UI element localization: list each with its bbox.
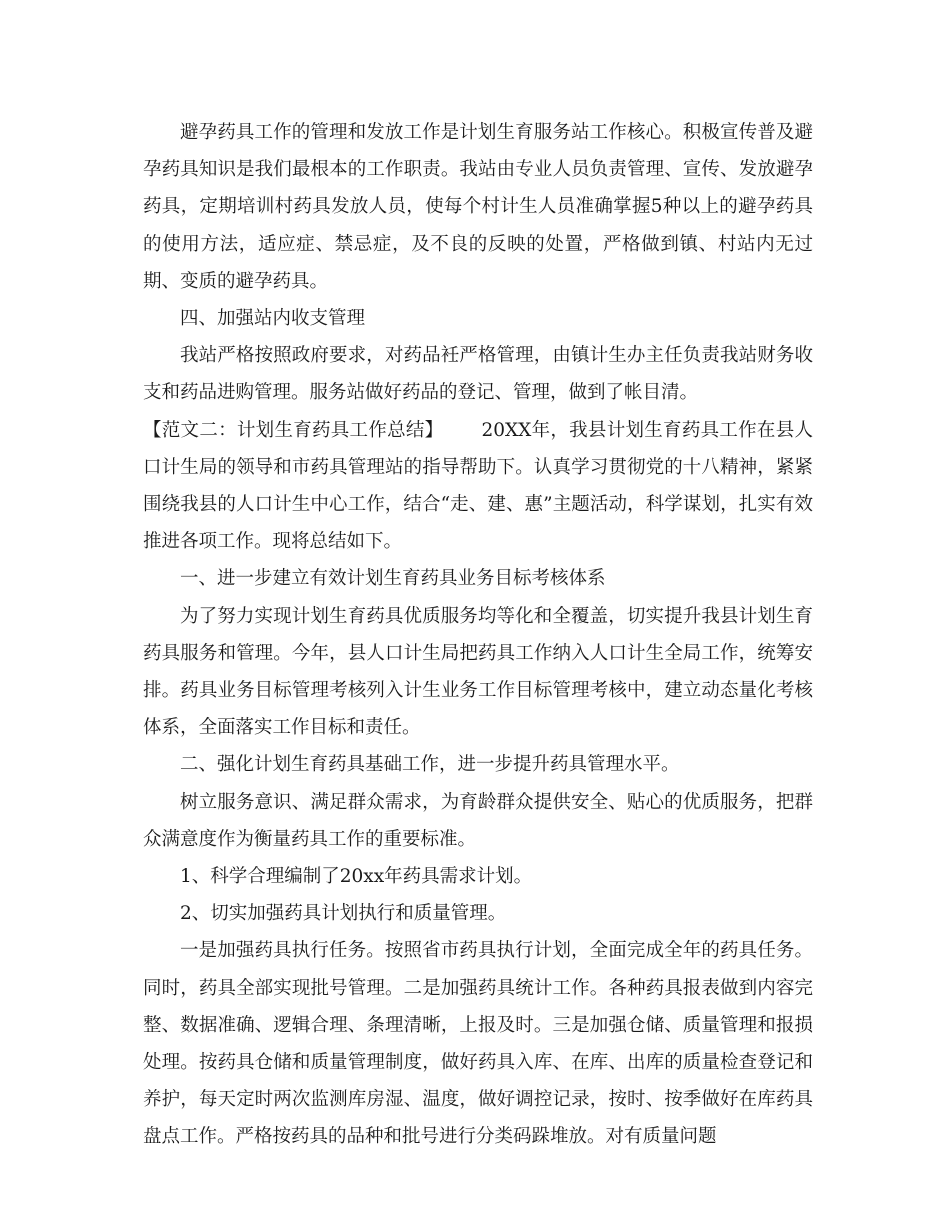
list-item: 1、科学合理编制了20xx年药具需求计划。 [180, 866, 533, 888]
section-heading: 四、加强站内收支管理 [180, 308, 366, 330]
document-body [143, 114, 813, 1156]
paragraph: 树立服务意识、满足群众需求，为育龄群众提供安全、贴心的优质服务，把群众满意度作为衡量药具工作的重要标准。 [143, 791, 813, 850]
sample-title: 【范文二：计划生育药具工作总结】 [143, 419, 444, 441]
sample-two-paragraph [143, 412, 813, 561]
sample-intro-text: 20XX年，我县计划生育药具工作在县人口计生局的领导和市药具管理站的指导帮助下。认真学习贯彻党的十八精神，紧紧围绕我县的人口计生中心工作，结合“走、建、惠”主题活动，科学谋划，扎实有效推进各项工作。现将总结如下。 [143, 419, 813, 553]
section-heading: 一、进一步建立有效计划生育药具业务目标考核体系 [180, 568, 606, 590]
paragraph: 为了努力实现计划生育药具优质服务均等化和全覆盖，切实提升我县计划生育药具服务和管理。今年，县人口计生局把药具工作纳入人口计生全局工作，统筹安排。药具业务目标管理考核列入计生业务工作目标管理考核中，建立动态量化考核体系，全面落实工作目标和责任。 [143, 605, 813, 739]
list-item: 2、切实加强药具计划执行和质量管理。 [180, 903, 507, 925]
paragraph: 我站严格按照政府要求，对药品衽严格管理，由镇计生办主任负责我站财务收支和药品进购管理。服务站做好药品的登记、管理，做到了帐目清。 [143, 345, 813, 404]
paragraph: 一是加强药具执行任务。按照省市药具执行计划，全面完成全年的药具任务。同时，药具全部实现批号管理。二是加强药具统计工作。各种药具报表做到内容完整、数据准确、逻辑合理、条理清晰，上报及时。三是加强仓储、质量管理和报损处理。按药具仓储和质量管理制度，做好药具入库、在库、出库的质量检查登记和养护，每天定时两次监测库房湿、温度，做好调控记录，按时、按季做好在库药具盘点工作。严格按药具的品种和批号进行分类码跺堆放。对有质量问题 [143, 940, 813, 1148]
section-heading: 二、强化计划生育药具基础工作，进一步提升药具管理水平。 [180, 754, 680, 776]
paragraph: 避孕药具工作的管理和发放工作是计划生育服务站工作核心。积极宣传普及避孕药具知识是我们最根本的工作职责。我站由专业人员负责管理、宣传、发放避孕药具，定期培训村药具发放人员，使每个村计生人员准确掌握5种以上的避孕药具的使用方法，适应症、禁忌症，及不良的反映的处置，严格做到镇、村站内无过期、变质的避孕药具。 [143, 122, 813, 292]
